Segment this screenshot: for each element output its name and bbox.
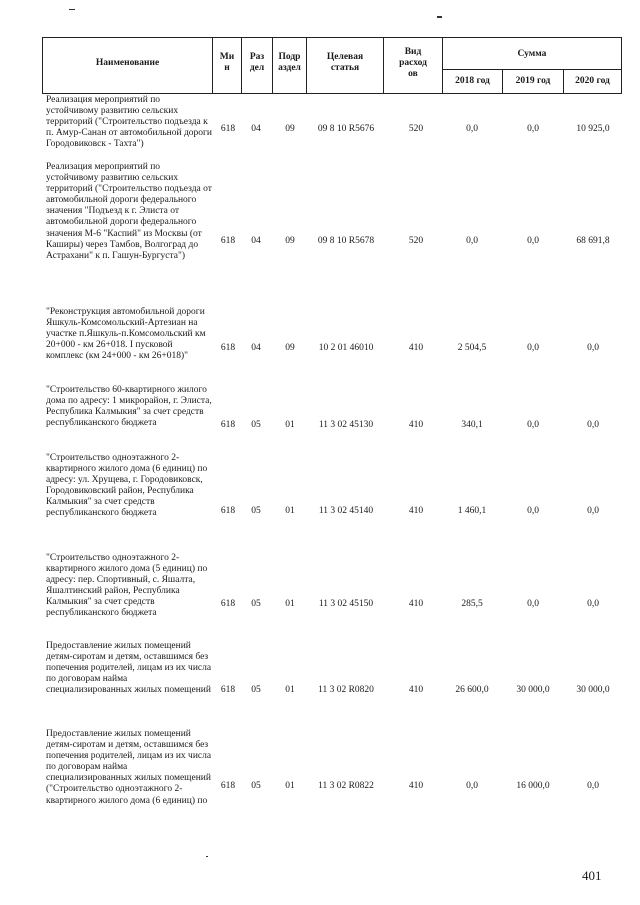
header-year-2019: 2019 год <box>515 76 551 86</box>
cell-expense-type: 410 <box>408 685 424 695</box>
cell-target-article: 10 2 01 46010 <box>318 343 374 353</box>
cell-sum-2020: 0,0 <box>587 343 599 353</box>
cell-ministry: 618 <box>220 781 236 791</box>
header-target-article: Целевая статья <box>326 52 364 73</box>
cell-target-article: 11 3 02 45150 <box>318 599 374 609</box>
cell-target-article: 09 8 10 R5678 <box>317 236 375 246</box>
cell-expense-type: 410 <box>408 506 424 516</box>
cell-sum-2019: 0,0 <box>527 343 539 353</box>
scan-speck <box>437 16 442 18</box>
cell-subsection: 09 <box>285 124 295 134</box>
cell-section: 05 <box>251 506 261 516</box>
cell-section: 04 <box>251 124 261 134</box>
header-name: Наименование <box>95 58 160 68</box>
cell-target-article: 11 3 02 R0820 <box>318 685 374 695</box>
header-ministry: Ми н <box>219 52 235 73</box>
cell-sum-2020: 68 691,8 <box>576 236 610 246</box>
cell-target-article: 09 8 10 R5676 <box>317 124 375 134</box>
cell-expense-type: 410 <box>408 781 424 791</box>
cell-subsection: 09 <box>285 236 295 246</box>
cell-name: Предоставление жилых помещений детям-сиротам и детям, оставшимся без попечения родителей, лицам из их числа по договорам найма специализированных жилых помещений <box>46 641 212 696</box>
cell-section: 05 <box>251 420 261 430</box>
cell-name: Предоставление жилых помещений детям-сиротам и детям, оставшимся без попечения родителей, лицам из их числа по договорам найма специализированных жилых помещений ("Строительство одноэтажного 2-квартирного жилого дома (6 единиц) по <box>46 729 212 806</box>
cell-subsection: 01 <box>285 781 295 791</box>
cell-ministry: 618 <box>220 124 236 134</box>
cell-section: 04 <box>251 236 261 246</box>
cell-expense-type: 410 <box>408 599 424 609</box>
header-subsection: Подр аздел <box>278 52 301 73</box>
cell-section: 04 <box>251 343 261 353</box>
cell-sum-2018: 0,0 <box>466 124 478 134</box>
page-number: 401 <box>582 868 602 883</box>
cell-name: "Строительство одноэтажного 2-квартирного жилого дома (5 единиц) по адресу: пер. Спортивный, с. Яшалта, Яшалтинский район, Республика Калмыкия" за счет средств республиканского бюджета <box>46 553 208 619</box>
cell-sum-2018: 2 504,5 <box>457 343 487 353</box>
cell-sum-2019: 0,0 <box>527 599 539 609</box>
cell-name: "Строительство одноэтажного 2-квартирного жилого дома (6 единиц) по адресу: ул. Хрущева, г. Городовиковск, Городовиковский район, Республика Калмыкия" за счет средств республиканского бюджета <box>46 453 208 519</box>
header-sum: Сумма <box>517 49 547 59</box>
cell-sum-2019: 0,0 <box>527 124 539 134</box>
cell-expense-type: 410 <box>408 420 424 430</box>
cell-target-article: 11 3 02 45140 <box>318 506 374 516</box>
cell-target-article: 11 3 02 45130 <box>318 420 374 430</box>
cell-sum-2019: 16 000,0 <box>516 781 550 791</box>
cell-name: "Строительство 60-квартирного жилого дома по адресу: 1 микрорайон, г. Элиста, Республика Калмыкия" за счет средств республиканского бюджета <box>46 385 212 429</box>
cell-sum-2019: 0,0 <box>527 506 539 516</box>
cell-sum-2020: 0,0 <box>587 599 599 609</box>
cell-subsection: 01 <box>285 599 295 609</box>
cell-sum-2018: 1 460,1 <box>457 506 487 516</box>
header-year-2020: 2020 год <box>575 76 610 86</box>
cell-sum-2020: 0,0 <box>587 781 599 791</box>
cell-section: 05 <box>251 599 261 609</box>
cell-expense-type: 520 <box>408 236 424 246</box>
cell-sum-2019: 0,0 <box>527 236 539 246</box>
cell-section: 05 <box>251 685 261 695</box>
cell-subsection: 01 <box>285 685 295 695</box>
cell-name: Реализация мероприятий по устойчивому развитию сельских территорий ("Строительство подъезда от автомобильной дороги федерального значения "Подъезд к г. Элиста от автомобильной дороги федерального значения М-6 "Каспий" из Москвы (от Каширы) через Тамбов, Волгоград до Астрахани" к п. Гашун-Бургуста") <box>46 162 212 261</box>
cell-sum-2020: 10 925,0 <box>576 124 610 134</box>
cell-section: 05 <box>251 781 261 791</box>
cell-sum-2018: 0,0 <box>466 781 478 791</box>
cell-sum-2020: 30 000,0 <box>576 685 610 695</box>
cell-sum-2020: 0,0 <box>587 506 599 516</box>
cell-sum-2020: 0,0 <box>587 420 599 430</box>
cell-ministry: 618 <box>220 599 236 609</box>
header-section: Раз дел <box>249 52 265 73</box>
cell-expense-type: 410 <box>408 343 424 353</box>
cell-name: Реализация мероприятий по устойчивому развитию сельских территорий ("Строительство подъезда к п. Амур-Санан от автомобильной дороги Городовиковск - Тахта") <box>46 95 213 150</box>
cell-sum-2019: 0,0 <box>527 420 539 430</box>
header-expense-type: Вид расход ов <box>399 47 427 79</box>
cell-sum-2018: 285,5 <box>461 599 483 609</box>
cell-ministry: 618 <box>220 685 236 695</box>
cell-name: "Реконструкция автомобильной дороги Яшкуль-Комсомольский-Артезиан на участке п.Яшкуль-п.Комсомольский км 20+000 - км 26+018. I пусковой комплекс (км 24+000 - км 26+018)" <box>46 307 206 362</box>
scan-speck <box>206 856 208 857</box>
cell-ministry: 618 <box>220 506 236 516</box>
cell-sum-2018: 0,0 <box>466 236 478 246</box>
cell-subsection: 09 <box>285 343 295 353</box>
cell-ministry: 618 <box>220 343 236 353</box>
cell-sum-2018: 340,1 <box>461 420 483 430</box>
cell-expense-type: 520 <box>408 124 424 134</box>
scan-speck <box>69 9 75 10</box>
header-year-2018: 2018 год <box>455 76 490 86</box>
cell-target-article: 11 3 02 R0822 <box>318 781 374 791</box>
cell-subsection: 01 <box>285 506 295 516</box>
cell-sum-2018: 26 600,0 <box>455 685 489 695</box>
cell-ministry: 618 <box>220 420 236 430</box>
cell-subsection: 01 <box>285 420 295 430</box>
cell-sum-2019: 30 000,0 <box>516 685 550 695</box>
cell-ministry: 618 <box>220 236 236 246</box>
